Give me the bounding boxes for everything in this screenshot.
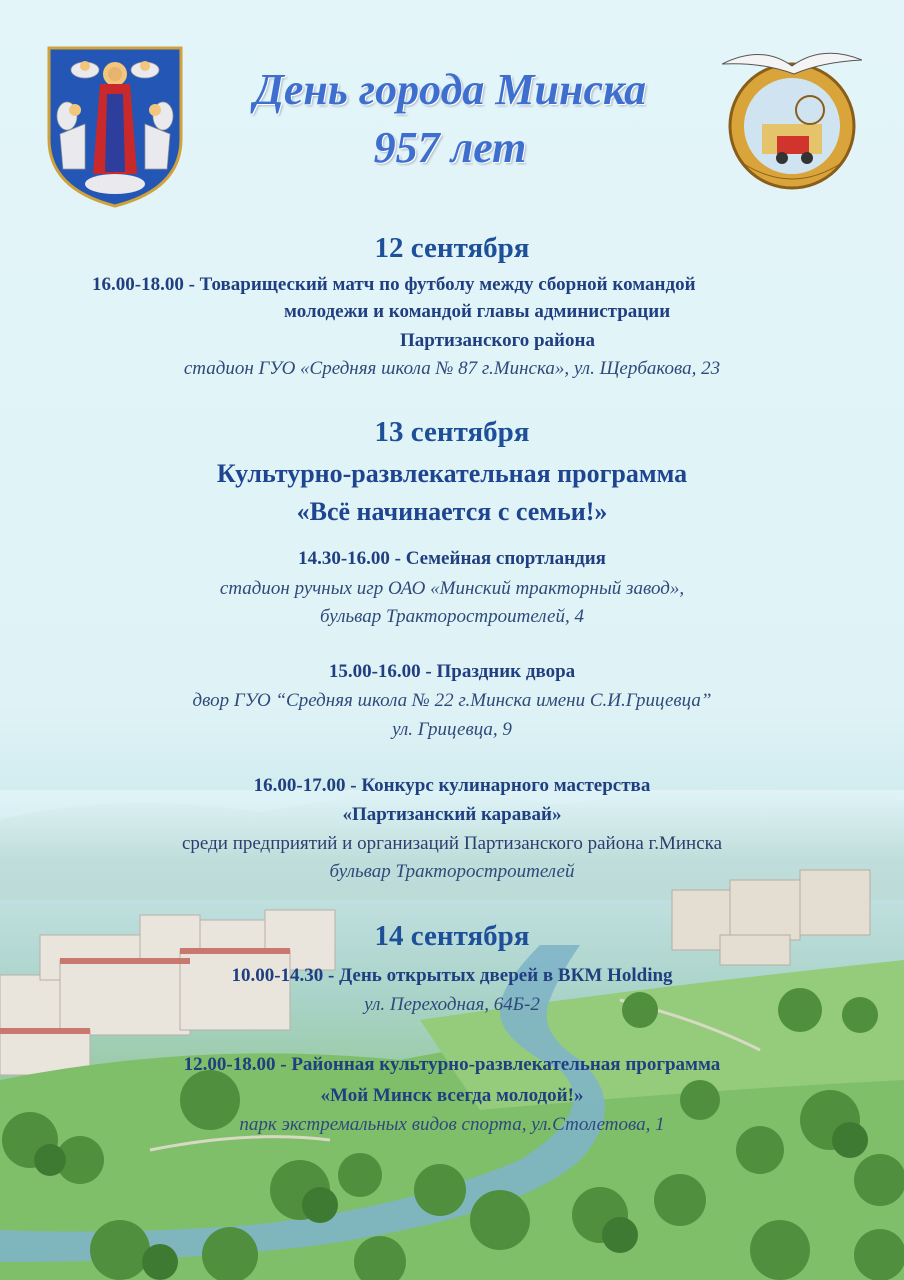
event-13-3-venue: бульвар Тракторостроителей <box>329 861 575 882</box>
event-13-2-venue-line1: двор ГУО “Средняя школа № 22 г.Минска имени С.И.Грицевца” <box>192 690 712 711</box>
partizansky-district-emblem-icon <box>722 44 862 192</box>
event-14-1-title: 10.00-14.30 - День открытых дверей в ВКМ Holding <box>231 965 673 986</box>
event-13-3-subtitle: «Партизанский каравай» <box>342 804 562 825</box>
page-title: День города Минска <box>253 65 647 114</box>
date-heading-14: 14 сентября <box>374 920 530 952</box>
event-13-2-venue-line2: ул. Грицевца, 9 <box>392 719 512 740</box>
event-13-1-title: 14.30-16.00 - Семейная спортландия <box>298 548 606 569</box>
program-title: Культурно-развлекательная программа <box>216 459 688 488</box>
event-14-2-subtitle: «Мой Минск всегда молодой!» <box>320 1085 584 1106</box>
event-13-1-venue-line1: стадион ручных игр ОАО «Минский тракторный завод», <box>219 578 685 599</box>
date-heading-12: 12 сентября <box>374 232 530 264</box>
event-14-2-venue: парк экстремальных видов спорта, ул.Столетова, 1 <box>239 1114 665 1135</box>
date-heading-13: 13 сентября <box>374 416 530 448</box>
anniversary-subtitle: 957 лет <box>373 123 527 172</box>
event-12-1-title-line1: 16.00-18.00 - Товарищеский матч по футболу между сборной командой <box>92 274 696 295</box>
event-14-2-title: 12.00-18.00 - Районная культурно-развлекательная программа <box>183 1054 721 1075</box>
event-13-1-venue-line2: бульвар Тракторостроителей, 4 <box>319 606 584 627</box>
event-13-2-title: 15.00-16.00 - Праздник двора <box>328 661 576 682</box>
event-12-1-title-line3: Партизанского района <box>400 330 595 351</box>
event-13-3-title: 16.00-17.00 - Конкурс кулинарного мастерства <box>253 775 651 796</box>
event-12-1-venue: стадион ГУО «Средняя школа № 87 г.Минска», ул. Щербакова, 23 <box>183 358 721 379</box>
event-14-1-venue: ул. Переходная, 64Б-2 <box>364 994 540 1015</box>
event-12-1-title-line2: молодежи и командой главы администрации <box>284 301 671 322</box>
program-name: «Всё начинается с семьи!» <box>296 497 608 526</box>
event-13-3-description: среди предприятий и организаций Партизанского района г.Минска <box>182 833 722 854</box>
